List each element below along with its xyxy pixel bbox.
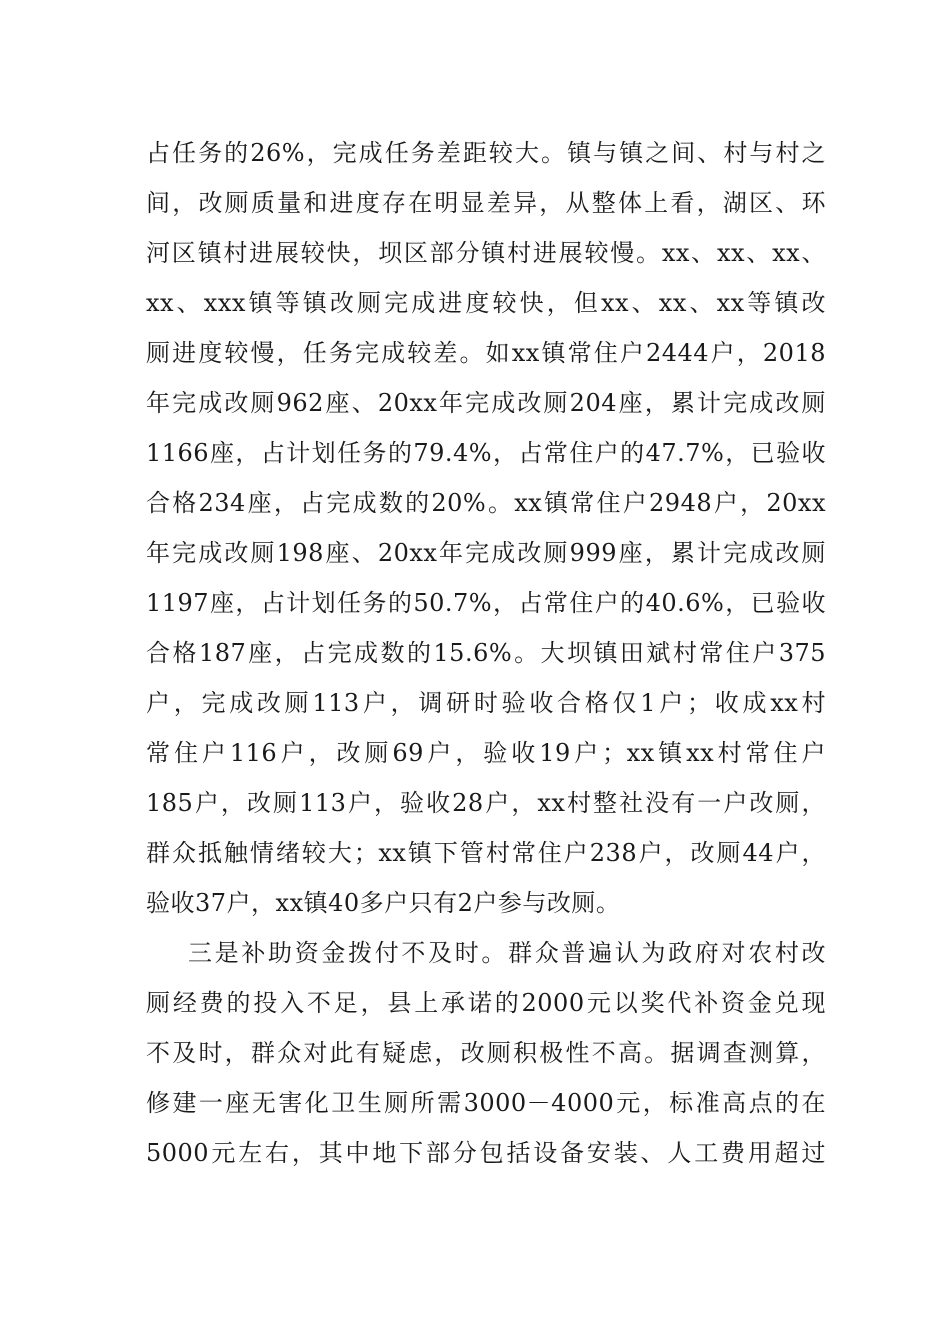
text-line: 不及时，群众对此有疑虑，改厕积极性不高。据调查测算， (146, 1039, 826, 1067)
text-line: 三是补助资金拨付不及时。群众普遍认为政府对农村改 (188, 939, 826, 967)
text-line: 厕进度较慢，任务完成较差。如xx镇常住户2444户，2018 (146, 339, 826, 367)
text-line: 修建一座无害化卫生厕所需3000－4000元，标准高点的在 (146, 1089, 826, 1117)
paragraph-1 (146, 128, 826, 928)
text-line: 验收37户，xx镇40多户只有2户参与改厕。 (146, 889, 621, 917)
document-body (146, 128, 826, 1178)
text-line: 合格187座，占完成数的15.6%。大坝镇田斌村常住户375 (146, 639, 826, 667)
text-line: 年完成改厕962座、20xx年完成改厕204座，累计完成改厕 (146, 389, 826, 417)
text-line: 1166座，占计划任务的79.4%，占常住户的47.7%，已验收 (146, 439, 826, 467)
text-line: 1197座，占计划任务的50.7%，占常住户的40.6%，已验收 (146, 589, 826, 617)
text-line: 合格234座，占完成数的20%。xx镇常住户2948户，20xx (146, 489, 826, 517)
text-line: 年完成改厕198座、20xx年完成改厕999座，累计完成改厕 (146, 539, 826, 567)
text-line: 户，完成改厕113户，调研时验收合格仅1户；收成xx村 (146, 689, 826, 717)
text-line: 厕经费的投入不足，县上承诺的2000元以奖代补资金兑现 (146, 989, 826, 1017)
text-line: 5000元左右，其中地下部分包括设备安装、人工费用超过 (146, 1139, 826, 1167)
text-line: 占任务的26%，完成任务差距较大。镇与镇之间、村与村之 (146, 139, 826, 167)
text-line: 185户，改厕113户，验收28户，xx村整社没有一户改厕， (146, 789, 826, 817)
text-line: 河区镇村进展较快，坝区部分镇村进展较慢。xx、xx、xx、 (146, 239, 826, 267)
text-line: 间，改厕质量和进度存在明显差异，从整体上看，湖区、环 (146, 189, 826, 217)
text-line: 群众抵触情绪较大；xx镇下管村常住户238户，改厕44户， (146, 839, 826, 867)
text-line: 常住户116户，改厕69户，验收19户；xx镇xx村常住户 (146, 739, 826, 767)
text-line: xx、xxx镇等镇改厕完成进度较快，但xx、xx、xx等镇改 (146, 289, 826, 317)
paragraph-2 (146, 928, 826, 1178)
